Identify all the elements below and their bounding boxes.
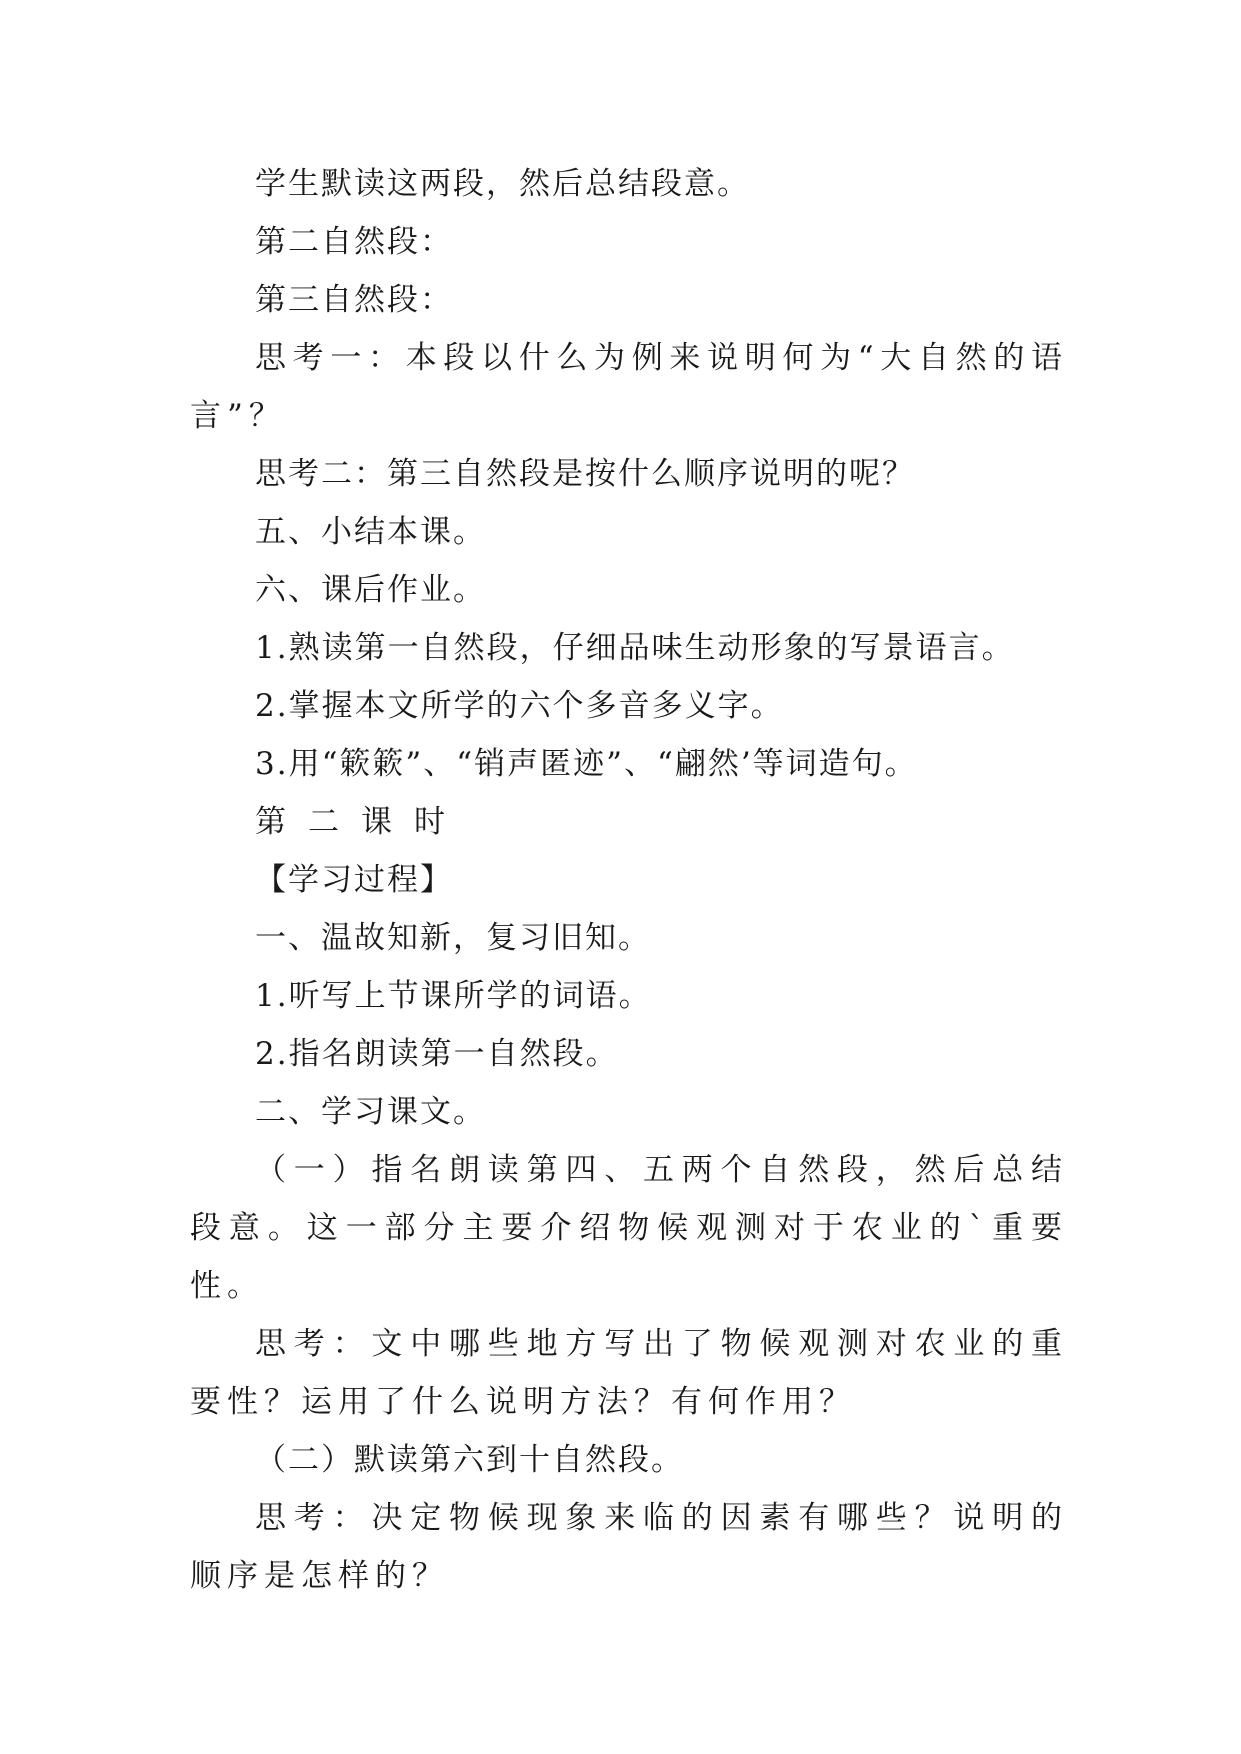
paragraph: 思考一：本段以什么为例来说明何为“大自然的语言”？ [190, 340, 1068, 434]
section-heading: 五、小结本课。 [255, 514, 486, 550]
paragraph: 第二自然段： [255, 224, 453, 260]
paragraph: （一）指名朗读第四、五两个自然段，然后总结段意。这一部分主要介绍物候观测对于农业的`重要性。 [190, 1152, 1068, 1304]
document-body [190, 155, 1068, 1605]
paragraph: 学生默读这两段，然后总结段意。 [255, 166, 750, 202]
paragraph: 思考二：第三自然段是按什么顺序说明的呢？ [255, 456, 915, 492]
list-item: 2.指名朗读第一自然段。 [255, 1036, 619, 1072]
paragraph: 第三自然段： [255, 282, 453, 318]
section-heading: 二、学习课文。 [255, 1094, 486, 1130]
lesson-heading: 第二课时 [255, 804, 467, 840]
paragraph: （二）默读第六到十自然段。 [255, 1442, 684, 1478]
list-item: 3.用“簌簌”、“销声匿迹”、“翩然’等词造句。 [255, 746, 918, 782]
section-heading: 【学习过程】 [255, 862, 453, 898]
section-heading: 一、温故知新，复习旧知。 [255, 920, 651, 956]
section-heading: 六、课后作业。 [255, 572, 486, 608]
list-item: 2.掌握本文所学的六个多音多义字。 [255, 688, 784, 724]
paragraph: 思考：文中哪些地方写出了物候观测对农业的重要性？运用了什么说明方法？有何作用？ [190, 1326, 1068, 1420]
list-item: 1.熟读第一自然段，仔细品味生动形象的写景语言。 [255, 630, 1015, 666]
paragraph: 思考：决定物候现象来临的因素有哪些？说明的顺序是怎样的？ [190, 1500, 1068, 1594]
list-item: 1.听写上节课所学的词语。 [255, 978, 652, 1014]
